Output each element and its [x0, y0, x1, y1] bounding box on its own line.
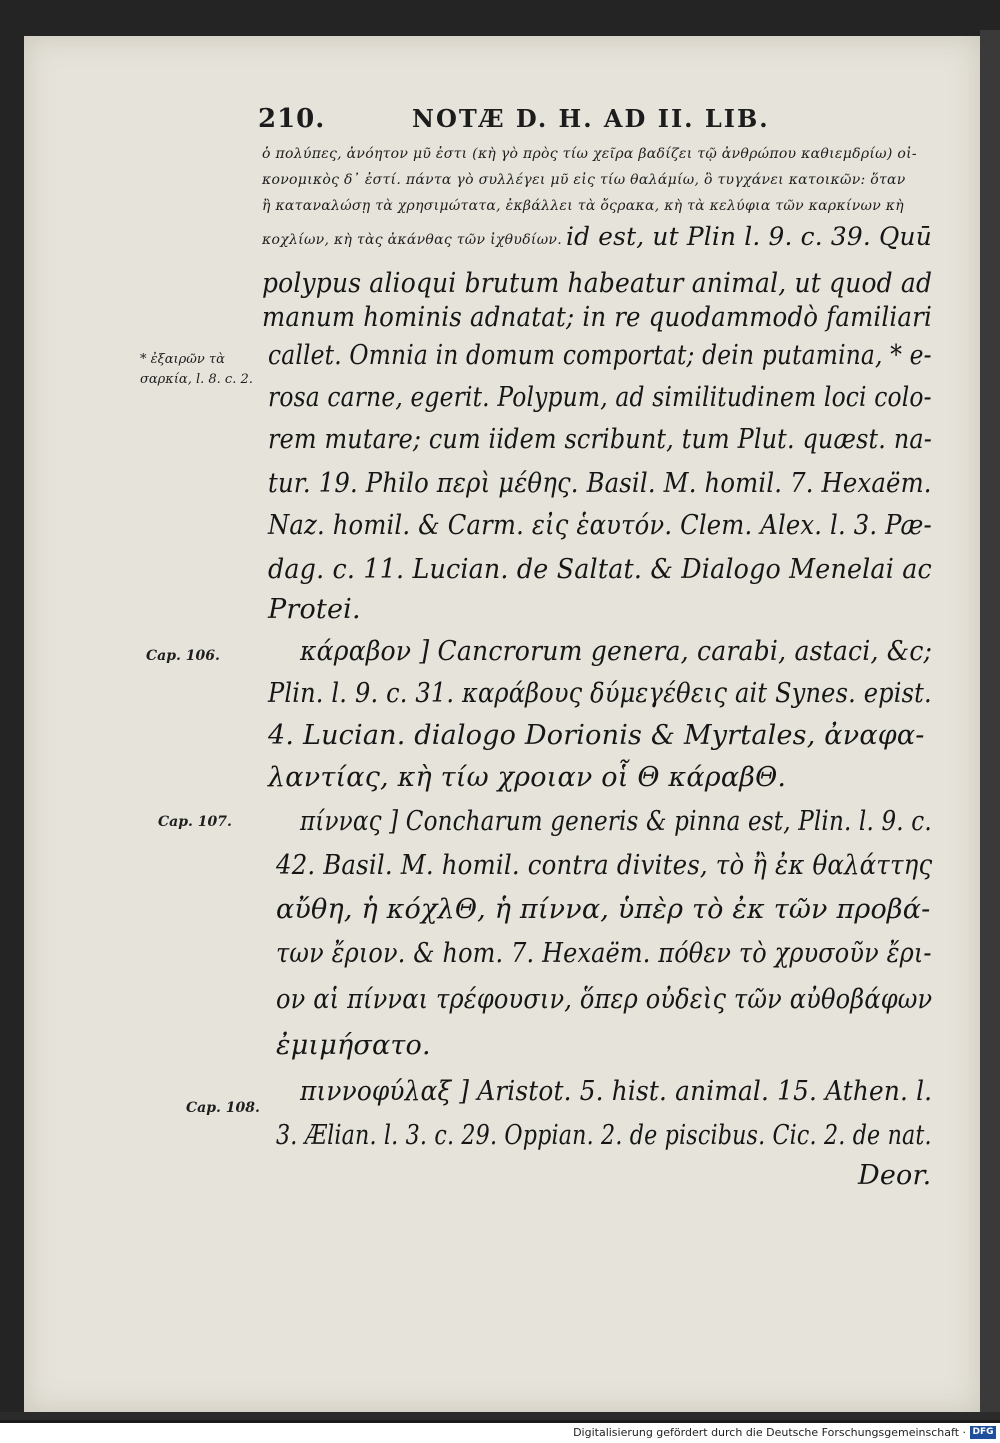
text-line: κάραβον ] Cancrorum genera, carabi, astaci, &c; [300, 636, 933, 667]
text-line: πίννας ] Concharum generis & pinna est, Plin. l. 9. c. [300, 806, 932, 837]
text-line: polypus alioqui brutum habeatur animal, ut quod ad [262, 268, 933, 299]
text-line: tur. 19. Philo περὶ μέθης. Basil. M. homil. 7. Hexaëm. [268, 468, 932, 499]
text-line: callet. Omnia in domum comportat; dein putamina, * e- [268, 340, 932, 371]
text-line: id est, ut Plin l. 9. c. 39. Quū [566, 222, 932, 251]
text-line: manum hominis adnatat; in re quodammodò familiari [262, 302, 933, 333]
text-line: dag. c. 11. Lucian. de Saltat. & Dialogo Menelai ac [268, 554, 932, 585]
greek-line: ἢ καταναλώσῃ τὰ χρησιμώτατα, ἐκβάλλει τὰ ὄςρακα, κὴ τὰ κελύφια τῶν καρκίνων κὴ [262, 198, 904, 214]
footer-credit: Digitalisierung gefördert durch die Deutsche Forschungsgemeinschaft · [573, 1426, 966, 1439]
text-line: 3. Ælian. l. 3. c. 29. Oppian. 2. de piscibus. Cic. 2. de nat. [276, 1120, 932, 1151]
text-line: των ἔριον. & hom. 7. Hexaëm. πόθεν τὸ χρυσοῦν ἔρι- [276, 938, 932, 969]
text-line: ἐμιμήσατο. [276, 1030, 431, 1061]
text-line: λαντίας, κὴ τίω χροιαν οἷ Θ κάραβΘ. [268, 762, 787, 793]
text-line: Naz. homil. & Carm. εἰς ἑαυτόν. Clem. Alex. l. 3. Pæ- [268, 510, 932, 541]
text-line: rosa carne, egerit. Polypum, ad similitudinem loci colo- [268, 382, 932, 413]
dfg-logo-icon: DFG [970, 1426, 996, 1439]
running-head: NOTÆ D. H. AD II. LIB. [412, 104, 770, 133]
margin-note: * ἐξαιρῶν τὰ [140, 352, 225, 367]
text-line: αὔθη, ἡ κόχλΘ, ἡ πίννα, ὑπὲρ τὸ ἐκ τῶν προβά- [276, 894, 931, 925]
chapter-mark: Cap. 106. [146, 648, 220, 664]
margin-note: σαρκία, l. 8. c. 2. [140, 372, 253, 387]
greek-line: κονομικὸς δ᾽ ἐστί. πάντα γὸ συλλέγει μῦ εἰς τίω θαλάμίω, ὃ τυγχάνει κατοικῶν: ὅταν [262, 172, 906, 188]
chapter-mark: Cap. 108. [186, 1100, 260, 1116]
greek-line: κοχλίων, κὴ τὰς ἀκάνθας τῶν ἰχθυδίων. [262, 232, 562, 248]
text-line: Deor. [858, 1160, 932, 1191]
text-line: ον αἱ πίνναι τρέφουσιν, ὅπερ οὐδεὶς τῶν αὐθοβάφων [276, 984, 933, 1015]
scan-edge [980, 30, 1000, 1415]
greek-line: ὁ πολύπες, ἀνόητον μῦ ἐστι (κὴ γὸ πρὸς τίω χεῖρα βαδίζει τῷ ἀνθρώπου καθιεμδρίω) οἰ- [262, 146, 917, 162]
text-line: rem mutare; cum iidem scribunt, tum Plut. quæst. na- [268, 424, 933, 455]
text-line: Protei. [268, 594, 361, 625]
text-line: 42. Basil. M. homil. contra divites, τὸ ἢ ἐκ θαλάττης [276, 850, 933, 881]
footer-bar [0, 1423, 1000, 1443]
page-number: 210. [258, 104, 326, 134]
text-line: Plin. l. 9. c. 31. καράβους δύμεγέθεις ait Synes. epist. [268, 678, 932, 709]
text-line: πιννοφύλαξ ] Aristot. 5. hist. animal. 15. Athen. l. [300, 1076, 933, 1107]
chapter-mark: Cap. 107. [158, 814, 232, 830]
text-line: 4. Lucian. dialogo Dorionis & Myrtales, ἀναφα- [268, 720, 925, 751]
scan-bottom-edge [0, 1412, 1000, 1420]
